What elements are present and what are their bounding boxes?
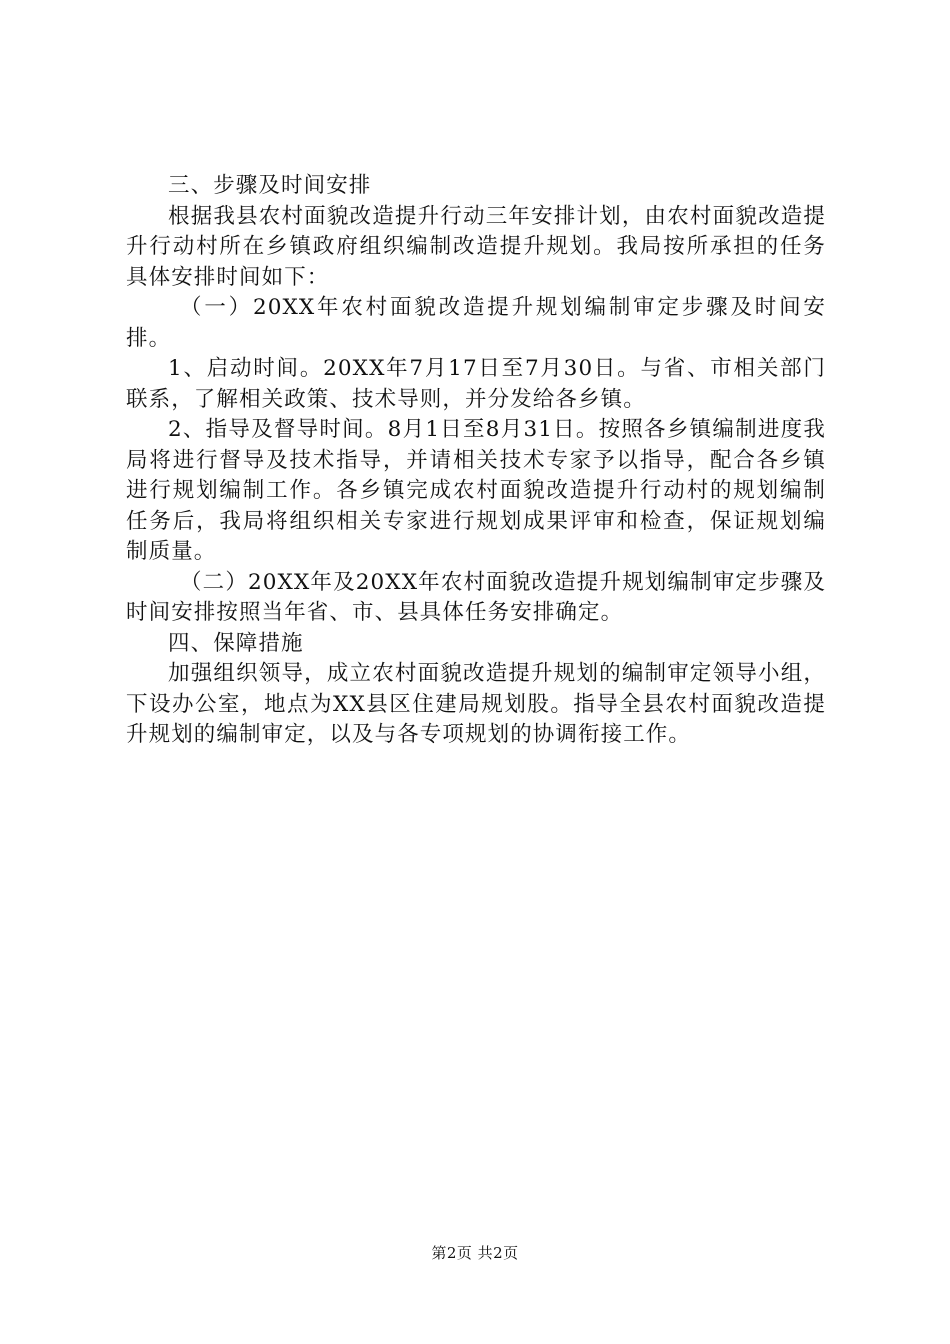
paragraph-organization: 加强组织领导，成立农村面貌改造提升规划的编制审定领导小组，下设办公室，地点为XX县区住建局规划股。指导全县农村面貌改造提升规划的编制审定，以及与各专项规划的协调衔接工作。 bbox=[126, 661, 826, 747]
paragraph-plan-intro: 根据我县农村面貌改造提升行动三年安排计划，由农村面貌改造提升行动村所在乡镇政府组织编制改造提升规划。我局按所承担的任务具体安排时间如下： bbox=[126, 203, 826, 290]
section-heading-safeguards: 四、保障措施 bbox=[168, 630, 304, 656]
paragraph-start-time: 1、启动时间。20XX年7月17日至7月30日。与省、市相关部门联系，了解相关政策、技术导则，并分发给各乡镇。 bbox=[126, 356, 826, 412]
subparagraph-later-years: （二）20XX年及20XX年农村面貌改造提升规划编制审定步骤及时间安排按照当年省、市、县具体任务安排确定。 bbox=[126, 569, 826, 625]
section-heading-steps: 三、步骤及时间安排 bbox=[168, 173, 372, 198]
page-number-footer: 第2页 共2页 bbox=[431, 1244, 519, 1262]
paragraph-guidance-time: 2、指导及督导时间。8月1日至8月31日。按照各乡镇编制进度我局将进行督导及技术指导，并请相关技术专家予以指导，配合各乡镇进行规划编制工作。各乡镇完成农村面貌改造提升行动村的规划编制任务后，我局将组织相关专家进行规划成果评审和检查，保证规划编制质量。 bbox=[126, 417, 826, 564]
subparagraph-year-one: （一）20XX年农村面貌改造提升规划编制审定步骤及时间安排。 bbox=[126, 295, 826, 351]
document-body bbox=[126, 171, 826, 751]
